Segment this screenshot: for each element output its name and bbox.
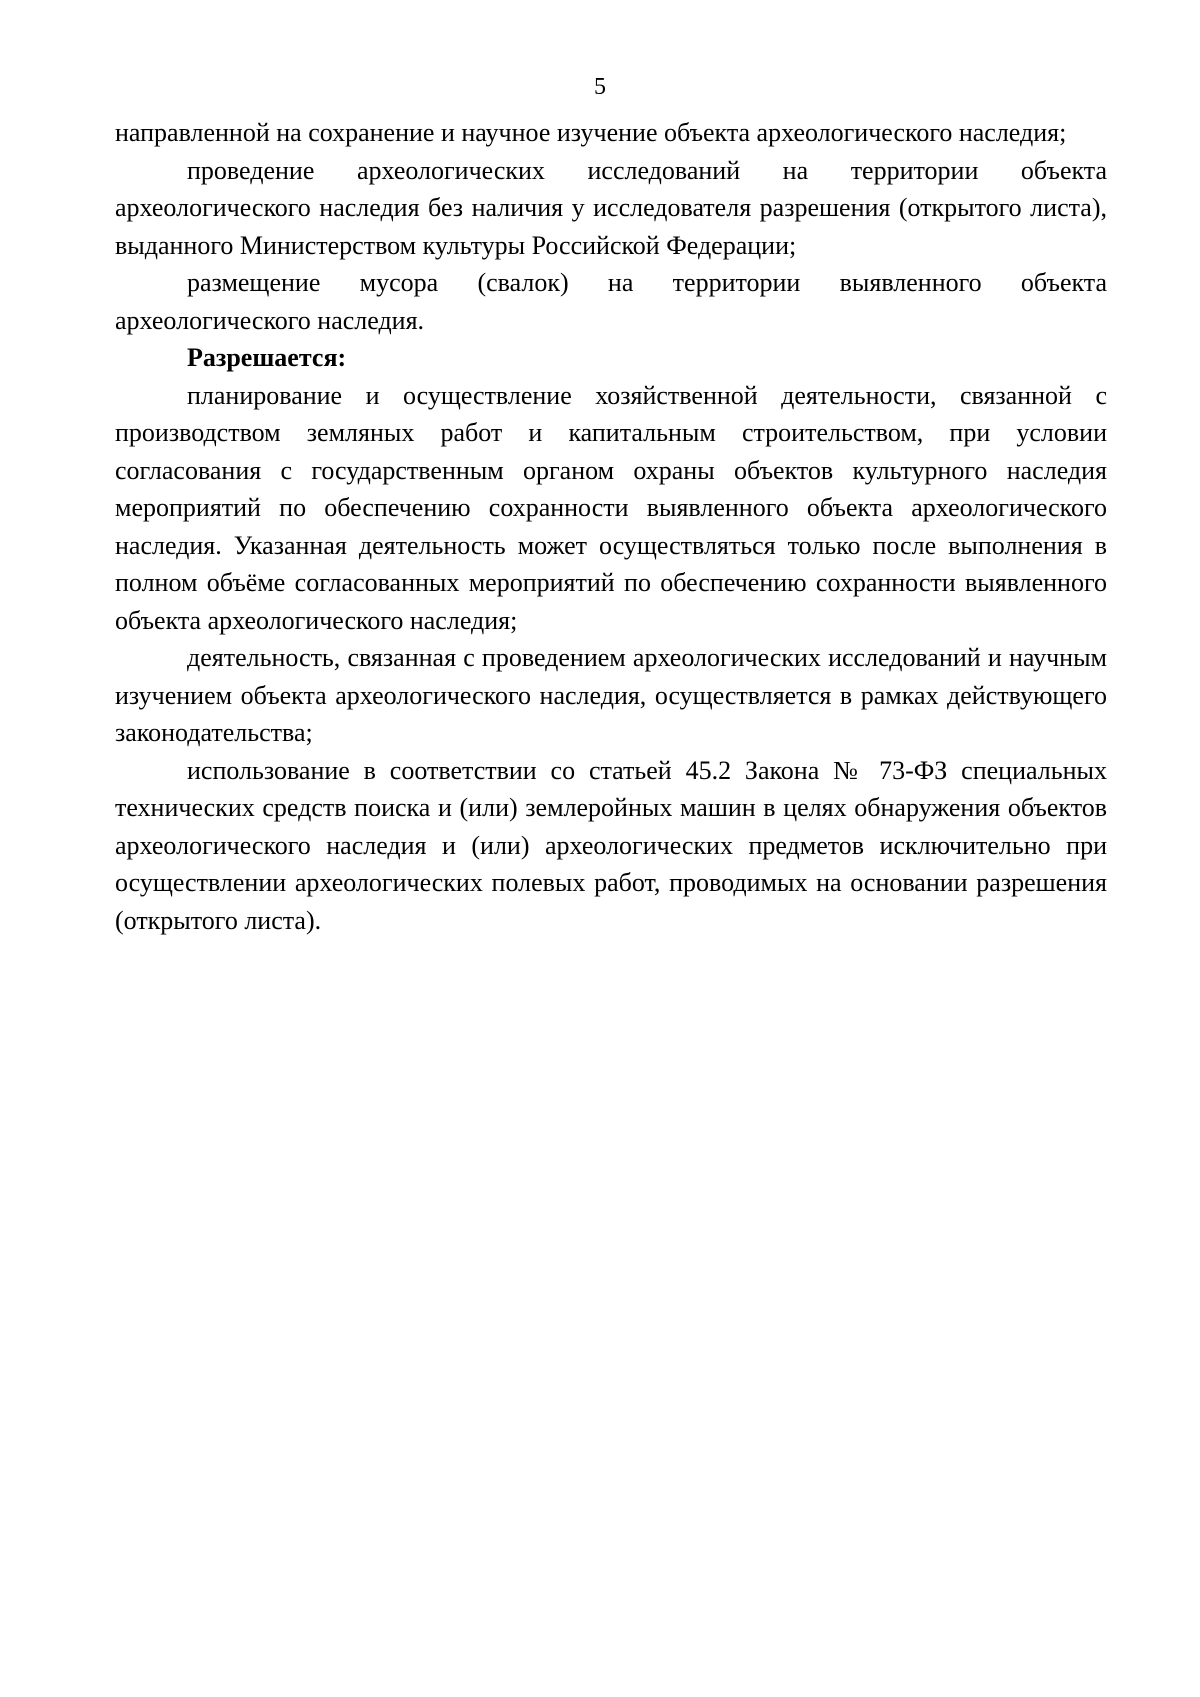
section-heading-allowed: Разрешается: (187, 343, 347, 372)
paragraph-allowed-planning: планирование и осуществление хозяйственной деятельности, связанной с производством земляных работ и капитальным строительством, при условии согласования с государственным органом охраны объектов культурного наследия мероприятий по обеспечению сохранности выявленного объекта археологического наследия. Указанная деятельность может осуществляться только после выполнения в полном объёме согласованных мероприятий по обеспечению сохранности выявленного объекта археологического наследия; (115, 380, 1107, 635)
paragraph-allowed-equipment: использование в соответствии со статьей 45.2 Закона № 73-ФЗ специальных технических средств поиска и (или) землеройных машин в целях обнаружения объектов археологического наследия и (или) археологических предметов исключительно при осуществлении археологических полевых работ, проводимых на основании разрешения (открытого листа). (115, 755, 1107, 935)
paragraph-allowed-research: деятельность, связанная с проведением археологических исследований и научным изучением объекта археологического наследия, осуществляется в рамках действующего законодательства; (115, 643, 1107, 747)
page-number: 5 (594, 74, 606, 100)
paragraph-prohibition-research: проведение археологических исследований на территории объекта археологического наследия без наличия у исследователя разрешения (открытого листа), выданного Министерством культуры Российской Федерации; (115, 155, 1107, 260)
document-body (115, 114, 1107, 939)
paragraph-prohibition-waste: размещение мусора (свалок) на территории выявленного объекта археологического наследия. (115, 268, 1107, 335)
paragraph-continuation: направленной на сохранение и научное изучение объекта археологического наследия; (115, 118, 1067, 147)
